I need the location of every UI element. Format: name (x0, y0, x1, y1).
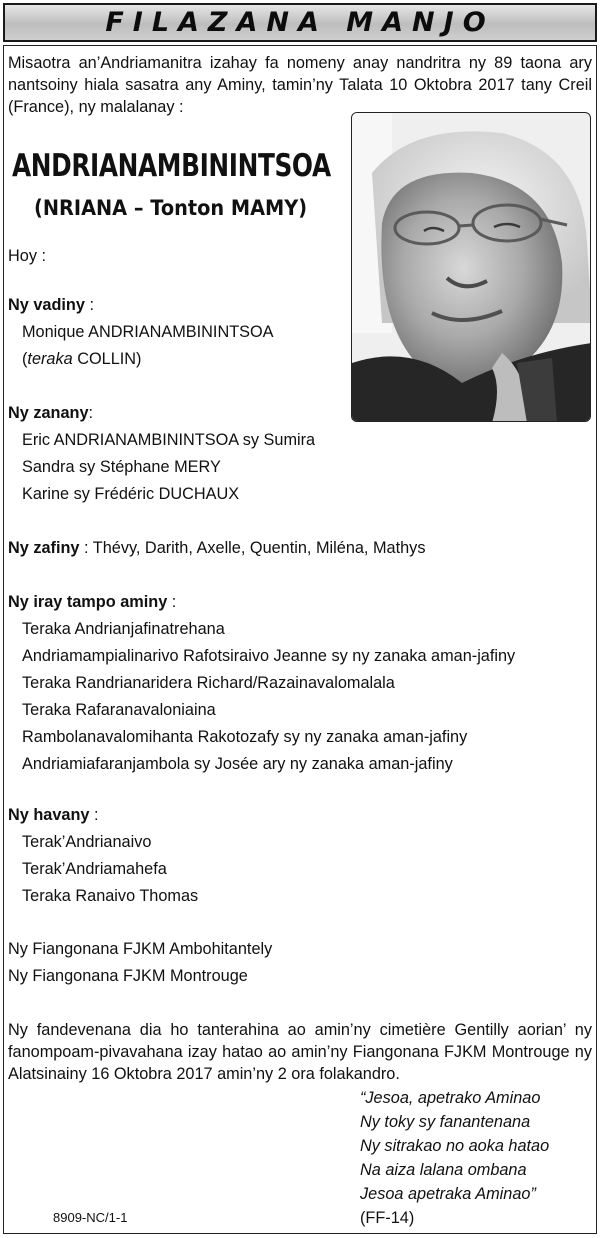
spouse-name: Monique ANDRIANAMBININTSOA (22, 323, 274, 341)
teraka-word: teraka (27, 350, 73, 368)
sibling-item: Teraka Rafaranavaloniaina (22, 701, 216, 719)
child-item: Karine sy Frédéric DUCHAUX (22, 485, 240, 503)
deceased-photo (351, 112, 591, 422)
church-item: Ny Fiangonana FJKM Ambohitantely (8, 940, 273, 958)
spouse-heading: Ny vadiny (8, 296, 85, 314)
spouse-maiden-name (22, 350, 141, 370)
burial-paragraph: Ny fandevenana dia ho tanterahina ao amin’ny cimetière Gentilly aorian’ ny fanompoam-pivavahana izay hatao ao amin’ny Fiangonana FJKM Montrouge ny Alatsinainy 16 Oktobra 2017 amin’ny 2 ora folakandro. (8, 1021, 592, 1083)
siblings-sep: : (167, 593, 177, 611)
sibling-item: Rambolanavalomihanta Rakotozafy sy ny zanaka aman-jafiny (22, 728, 468, 746)
spouse-section (8, 296, 94, 316)
portrait-image (352, 113, 591, 422)
spouse-sep: : (84, 296, 94, 314)
child-item: Sandra sy Stéphane MERY (22, 458, 221, 476)
sibling-item: Teraka Andrianjafinatrehana (22, 620, 225, 638)
children-section (8, 404, 93, 424)
church-item: Ny Fiangonana FJKM Montrouge (8, 967, 248, 985)
sibling-item: Andriamiafaranjambola sy Josée ary ny zanaka aman-jafiny (22, 755, 453, 773)
poem-line: Jesoa apetraka Aminao” (360, 1185, 536, 1203)
notice-title: FILAZANA MANJO (105, 7, 495, 38)
maiden-surname: COLLIN) (72, 350, 142, 368)
child-item: Eric ANDRIANAMBININTSOA sy Sumira (22, 431, 316, 449)
hoy-label: Hoy : (8, 247, 47, 265)
sibling-item: Teraka Randrianaridera Richard/Razainavalomalala (22, 674, 395, 692)
relatives-heading: Ny havany (8, 806, 90, 824)
deceased-name: ANDRIANAMBININTSOA (12, 148, 331, 184)
intro-paragraph: Misaotra an’Andriamanitra izahay fa nomeny anay nandritra ny 89 taona ary nantsoiny hiala sasatra any Aminy, tamin’ny Talata 10 Oktobra 2017 tany Creil (France), ny malalanay : (8, 54, 592, 116)
sibling-item: Andriamampialinarivo Rafotsiraivo Jeanne sy ny zanaka aman-jafiny (22, 647, 516, 665)
poem-line: Ny sitrakao no aoka hatao (360, 1137, 550, 1155)
grandchildren-section (8, 539, 425, 559)
poem-line: Ny toky sy fanantenana (360, 1113, 531, 1131)
relative-item: Terak’Andriamahefa (22, 860, 167, 878)
paren-open: ( (22, 350, 28, 368)
relatives-section (8, 806, 99, 826)
grandchildren-heading: Ny zafiny (8, 539, 80, 557)
reference-code: 8909-NC/1-1 (53, 1210, 128, 1225)
hymn-reference: (FF-14) (360, 1209, 415, 1227)
poem-line: Na aiza lalana ombana (360, 1161, 527, 1179)
poem-line: “Jesoa, apetrako Aminao (360, 1089, 541, 1107)
siblings-section (8, 593, 176, 613)
deceased-nickname: (NRIANA – Tonton MAMY) (34, 196, 308, 220)
children-heading: Ny zanany (8, 404, 89, 422)
relatives-sep: : (89, 806, 99, 824)
relative-item: Terak’Andrianaivo (22, 833, 152, 851)
grandchildren-list: : Thévy, Darith, Axelle, Quentin, Miléna, Mathys (79, 539, 426, 557)
siblings-heading: Ny iray tampo aminy (8, 593, 168, 611)
notice-header (3, 3, 597, 42)
relative-item: Teraka Ranaivo Thomas (22, 887, 199, 905)
children-sep: : (88, 404, 94, 422)
